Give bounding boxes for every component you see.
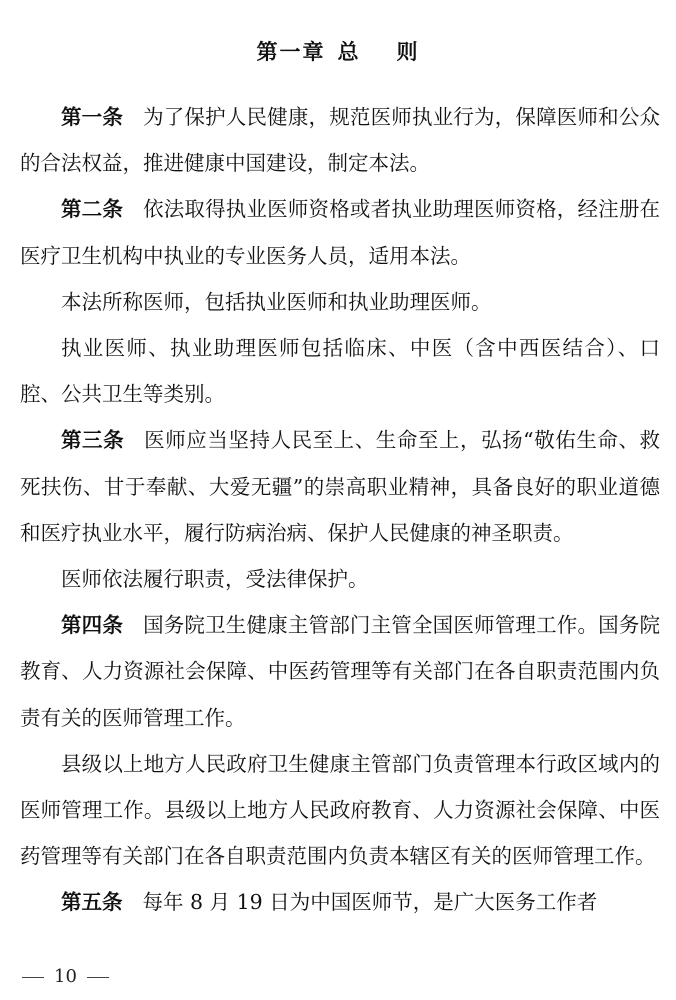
chapter-body [20, 94, 660, 926]
article-text: 医师应当坚持人民至上、生命至上，弘扬“敬佑生命、救死扶伤、甘于奉献、大爱无疆”的崇高职业精神，具备良好的职业道德和医疗执业水平，履行防病治病、保护人民健康的神圣职责。 [20, 428, 660, 545]
article-number: 第三条 [61, 428, 125, 453]
article-text: 每年 8 月 19 日为中国医师节，是广大医务工作者 [142, 890, 598, 915]
article-number: 第四条 [61, 613, 124, 638]
article-4-paragraph-2: 县级以上地方人民政府卫生健康主管部门负责管理本行政区域内的医师管理工作。县级以上地方人民政府教育、人力资源社会保障、中医药管理等有关部门在各自职责范围内负责本辖区有关的医师管理工作。 [20, 751, 660, 869]
page-number: 10 [54, 966, 77, 987]
article-2-paragraph-3: 执业医师、执业助理医师包括临床、中医（含中西医结合）、口腔、公共卫生等类别。 [20, 336, 660, 407]
footer-dash-right [87, 977, 109, 978]
article-text: 为了保护人民健康，规范医师执业行为，保障医师和公众的合法权益，推进健康中国建设，制定本法。 [20, 105, 661, 176]
article-3 [20, 417, 660, 556]
article-5 [20, 879, 660, 925]
article-4 [20, 602, 660, 741]
article-3-paragraph-2: 医师依法履行职责，受法律保护。 [61, 567, 369, 592]
article-text: 依法取得执业医师资格或者执业助理医师资格，经注册在医疗卫生机构中执业的专业医务人员，适用本法。 [20, 197, 661, 268]
chapter-title-char-2: 则 [396, 40, 420, 64]
article-number: 第一条 [61, 105, 124, 129]
chapter-title [0, 36, 676, 66]
chapter-title-char-1: 总 [337, 40, 361, 64]
article-1 [20, 94, 660, 186]
article-number: 第二条 [61, 197, 124, 222]
page-footer [20, 962, 119, 992]
footer-dash-left [22, 977, 44, 978]
article-number: 第五条 [61, 890, 123, 915]
article-2 [20, 186, 660, 278]
article-text: 国务院卫生健康主管部门主管全国医师管理工作。国务院教育、人力资源社会保障、中医药管理等有关部门在各自职责范围内负责有关的医师管理工作。 [20, 613, 661, 730]
chapter-number: 第一章 [256, 40, 326, 64]
article-2-paragraph-2: 本法所称医师，包括执业医师和执业助理医师。 [61, 289, 492, 314]
